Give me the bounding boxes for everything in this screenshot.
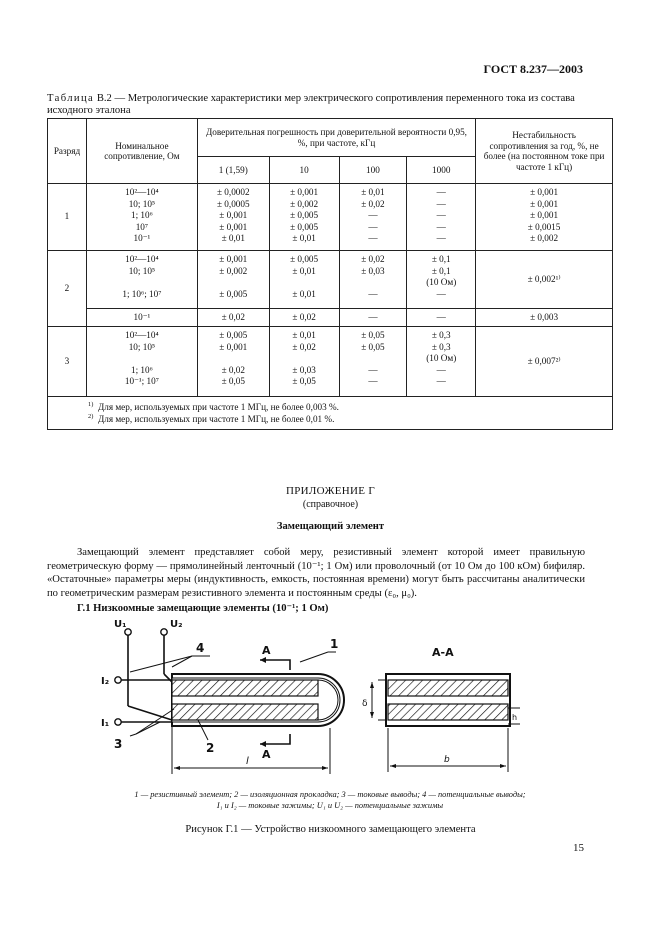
- row3-f1000: ± 0,3 ± 0,3 (10 Ом) — —: [407, 327, 476, 397]
- footnote-2: $^{2)}$ Для мер, используемых при частоте 1 МГц, не более 0,01 %.: [88, 412, 335, 424]
- section-title: Замещающий элемент: [276, 521, 385, 532]
- label-h: h: [512, 713, 518, 722]
- label-b: b: [444, 755, 450, 765]
- label-u1: U₁: [114, 619, 127, 630]
- table-row: [48, 251, 613, 309]
- row2b-f1: ± 0,02: [197, 309, 269, 327]
- label-n3: 3: [114, 737, 123, 751]
- row2-rank: 2: [48, 251, 87, 327]
- row3-f1: ± 0,005 ± 0,001 ± 0,02 ± 0,05: [197, 327, 269, 397]
- row1-rank: 1: [48, 184, 87, 251]
- figure-drawing: [100, 612, 520, 784]
- table-title: — Метрологические характеристики мер электрического сопротивления переменного тока из состава исходного эталона: [47, 93, 575, 116]
- table-row: [48, 309, 613, 327]
- terminals: [115, 629, 172, 725]
- standard-code: ГОСТ 8.237—2003: [483, 62, 583, 76]
- header-freq-10: 10: [269, 157, 339, 184]
- element-side-view: [172, 674, 344, 726]
- row2-f1000: ± 0,1 ± 0,1 (10 Ом) —: [407, 251, 476, 309]
- row2-f1: ± 0,001 ± 0,002 ± 0,005: [197, 251, 269, 309]
- table-row: [48, 327, 613, 397]
- row2b-instability: ± 0,003: [476, 309, 613, 327]
- subsection-title: Г.1 Низкоомные замещающие элементы (10⁻¹; 1 Ом): [77, 603, 329, 614]
- metrology-table: [47, 118, 613, 430]
- row3-f10: ± 0,01 ± 0,02 ± 0,03 ± 0,05: [269, 327, 339, 397]
- length-dimension: [172, 724, 330, 774]
- row1-f1000: — — — — —: [407, 184, 476, 251]
- header-confidence: Доверительная погрешность при доверительной вероятности 0,95, %, при частоте, кГц: [197, 119, 475, 157]
- row2b-nominal: 10⁻¹: [86, 309, 197, 327]
- header-instability: Нестабильность сопротивления за год, %, не более (на постоянном токе при частоте 1 кГц): [476, 119, 613, 184]
- row1-f100: ± 0,01 ± 0,02 — — —: [339, 184, 407, 251]
- header-rank: Разряд: [48, 119, 87, 184]
- legend-line-1: 1 — резистивный элемент; 2 — изоляционная прокладка; 3 — токовые выводы; 4 — потенциальные выводы;: [134, 790, 526, 799]
- header-nominal: Номинальное сопротивление, Ом: [86, 119, 197, 184]
- appendix-title: ПРИЛОЖЕНИЕ Г: [285, 485, 376, 497]
- row1-f10: ± 0,001 ± 0,002 ± 0,005 ± 0,005 ± 0,01: [269, 184, 339, 251]
- table-footnotes: [48, 397, 613, 430]
- footnote-1: $^{1)}$ Для мер, используемых при частоте 1 МГц, не более 0,003 %.: [88, 400, 339, 412]
- label-n1: 1: [330, 637, 339, 651]
- label-i2: I₂: [101, 676, 110, 687]
- row3-rank: 3: [48, 327, 87, 397]
- body-paragraph: Замещающий элемент представляет собой меру, резистивный элемент которой имеет правильную геометрическую форму — прямолинейный ленточный (10⁻¹; 1 Ом) или проволочный (от 10 Ом до 100 кОм) бифиляр. «Остаточные» параметры меры (индуктивность, емкость, постоянная времени) могут быть рассчитаны аналитически по геометрическим размерам резистивного элемента и постоянным среды (ε₀, μ₀).: [47, 547, 585, 599]
- row2-f10: ± 0,005 ± 0,01 ± 0,01: [269, 251, 339, 309]
- label-n4: 4: [196, 641, 205, 655]
- label-u2: U₂: [170, 619, 183, 630]
- header-freq-1: 1 (1,59): [197, 157, 269, 184]
- row2-nominal: 10²—10⁴ 10; 10⁵ 1; 10⁶; 10⁷: [86, 251, 197, 309]
- page-number: 15: [573, 842, 584, 854]
- table-number: В.2: [96, 93, 112, 104]
- label-n2: 2: [206, 741, 215, 755]
- table-row: [48, 184, 613, 251]
- table-label: Таблица: [47, 93, 95, 104]
- label-length: l: [246, 756, 249, 767]
- row1-nominal: 10²—10⁴ 10; 10⁵ 1; 10⁶ 10⁷ 10⁻¹: [86, 184, 197, 251]
- row2-f100: ± 0,02 ± 0,03 —: [339, 251, 407, 309]
- legend-line-2: I₁ и I₂ — токовые зажимы; U₁ и U₂ — потенциальные зажимы: [216, 800, 444, 810]
- appendix-subtitle: (справочное): [302, 499, 359, 510]
- label-delta: δ: [362, 699, 368, 709]
- row3-f100: ± 0,05 ± 0,05 — —: [339, 327, 407, 397]
- row2b-f10: ± 0,02: [269, 309, 339, 327]
- table-caption: [47, 93, 622, 116]
- label-section-title: A-A: [432, 646, 454, 659]
- row1-f1: ± 0,0002 ± 0,0005 ± 0,001 ± 0,001 ± 0,01: [197, 184, 269, 251]
- row3-instability: ± 0,007²⁾: [476, 327, 613, 397]
- label-i1: I₁: [101, 718, 110, 729]
- label-section-bottom: A: [262, 748, 271, 761]
- row2b-f1000: —: [407, 309, 476, 327]
- header-freq-1000: 1000: [407, 157, 476, 184]
- header-freq-100: 100: [339, 157, 407, 184]
- figure-caption: Рисунок Г.1 — Устройство низкоомного замещающего элемента: [185, 824, 476, 835]
- row2b-f100: —: [339, 309, 407, 327]
- row1-instability: ± 0,001 ± 0,001 ± 0,001 ± 0,0015 ± 0,002: [476, 184, 613, 251]
- label-section-top: A: [262, 644, 271, 657]
- figure-legend: [47, 790, 613, 811]
- row2-instability: ± 0,002¹⁾: [476, 251, 613, 309]
- row3-nominal: 10²—10⁴ 10; 10⁵ 1; 10⁶ 10⁻¹; 10⁷: [86, 327, 197, 397]
